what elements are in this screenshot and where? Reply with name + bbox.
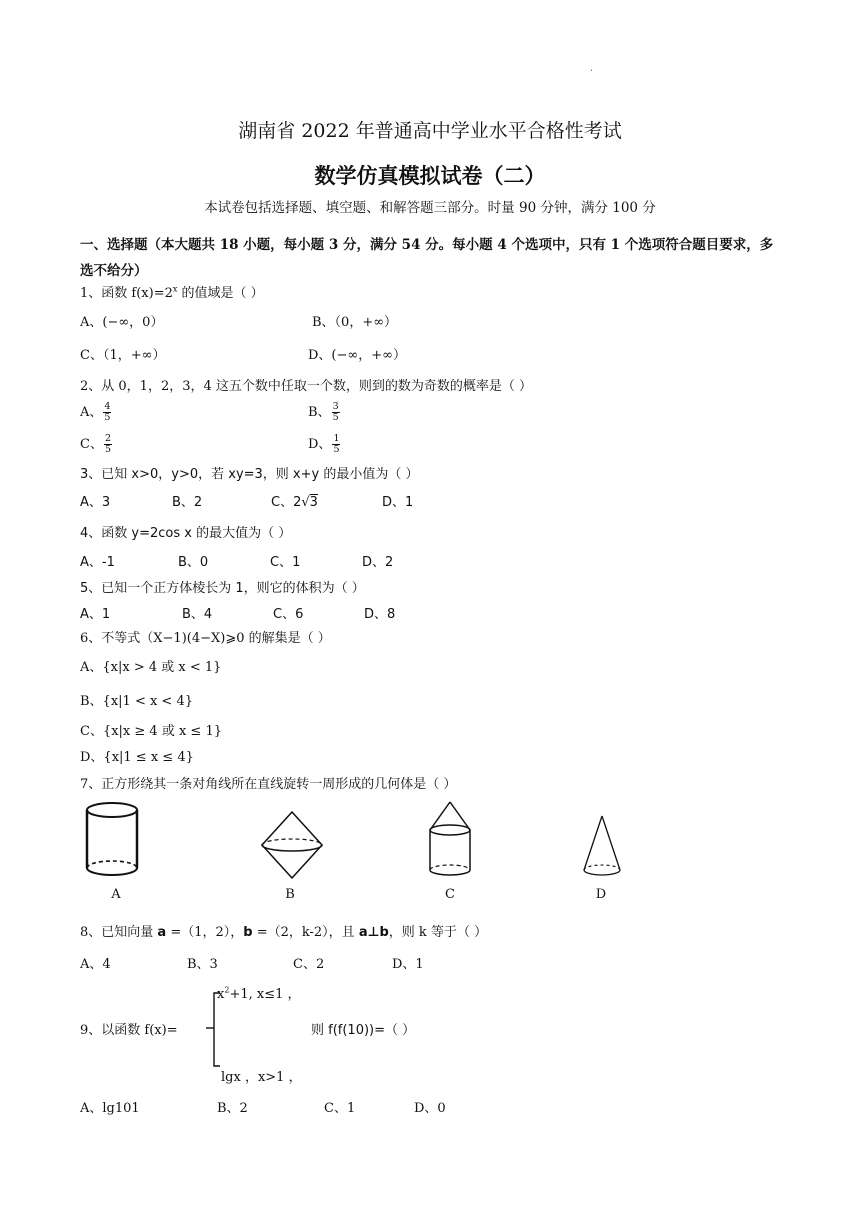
vector-perp: a⊥b xyxy=(358,925,389,940)
q2-option-d xyxy=(308,433,340,455)
cone-icon xyxy=(582,814,624,880)
q4-option-c: C、1 xyxy=(270,555,301,570)
q5-option-d: D、8 xyxy=(364,607,396,622)
q2-b-fraction xyxy=(332,402,340,423)
q8-option-c: C、2 xyxy=(293,957,325,972)
figure-label-d: D xyxy=(595,887,607,902)
numerator: 1 xyxy=(333,433,340,444)
vector-b: b xyxy=(243,925,253,940)
denominator: 5 xyxy=(104,412,111,423)
q2-d-fraction xyxy=(332,434,340,455)
question-5-stem: 5、已知一个正方体棱长为 1，则它的体积为（ ） xyxy=(80,581,365,596)
q1-exponent: x xyxy=(172,284,178,294)
q2-b-label: B、 xyxy=(308,405,331,420)
q9-case1-rest: +1, x≤1 ， xyxy=(229,987,301,1002)
q1-option-c: C、（1，+∞） xyxy=(80,348,166,363)
exam-subtitle: 数学仿真模拟试卷（二） xyxy=(314,163,546,188)
question-8-stem xyxy=(80,921,487,940)
q4-option-a: A、-1 xyxy=(80,555,115,570)
q8-part-2: =（1，2）， xyxy=(166,925,244,940)
exam-title: 湖南省 2022 年普通高中学业水平合格性考试 xyxy=(238,120,622,142)
q6-option-c: C、{x|x ≥ 4 或 x ≤ 1} xyxy=(80,724,222,739)
question-7-stem: 7、正方形绕其一条对角线所在直线旋转一周形成的几何体是（ ） xyxy=(80,777,457,792)
q9-case-1 xyxy=(217,983,301,1002)
q9-case1-exp: 2 xyxy=(224,985,230,995)
q1-stem-pre: 1、函数 f(x)=2 xyxy=(80,286,173,301)
denominator: 5 xyxy=(104,444,111,455)
q2-a-label: A、 xyxy=(80,405,103,420)
q5-option-b: B、4 xyxy=(182,607,213,622)
figure-label-c: C xyxy=(445,887,455,902)
q1-option-b: B、（0，+∞） xyxy=(312,315,398,330)
q3-c-prefix: C、2 xyxy=(271,495,302,510)
q1-option-a: A、(−∞，0） xyxy=(80,315,164,330)
numerator: 4 xyxy=(104,401,111,412)
question-3-stem: 3、已知 x>0，y>0，若 xy=3，则 x+y 的最小值为（ ） xyxy=(80,467,419,482)
q2-option-c xyxy=(80,433,112,455)
q3-option-a: A、3 xyxy=(80,495,111,510)
q9-case-2: lgx ，x>1 ， xyxy=(221,1070,302,1085)
q2-option-b xyxy=(308,401,340,423)
q2-c-fraction xyxy=(104,434,112,455)
figure-label-b: B xyxy=(285,887,295,902)
q9-case1-base: x xyxy=(217,987,225,1002)
cylinder-icon xyxy=(84,800,144,880)
denominator: 5 xyxy=(332,412,339,423)
question-9-stem: 9、以函数 f(x)= xyxy=(80,1023,178,1038)
q3-option-d: D、1 xyxy=(382,495,414,510)
q3-option-c: C、2√3 xyxy=(271,495,318,510)
numerator: 2 xyxy=(104,433,111,444)
double-cone-icon xyxy=(260,810,324,880)
q1-option-d: D、(−∞，+∞） xyxy=(308,348,406,363)
q9-option-b: B、2 xyxy=(217,1101,248,1116)
q3-c-radicand: 3 xyxy=(309,495,318,510)
question-2-stem: 2、从 0，1，2，3，4 这五个数中任取一个数，则到的数为奇数的概率是（ ） xyxy=(80,379,533,394)
q8-option-a: A、4 xyxy=(80,957,111,972)
q9-option-d: D、0 xyxy=(414,1101,446,1116)
cone-on-cylinder-icon xyxy=(426,800,478,880)
q5-option-a: A、1 xyxy=(80,607,111,622)
q6-option-d: D、{x|1 ≤ x ≤ 4} xyxy=(80,750,194,765)
q9-option-a: A、lg101 xyxy=(80,1101,140,1116)
q5-option-c: C、6 xyxy=(273,607,304,622)
q4-option-b: B、0 xyxy=(178,555,209,570)
piecewise-brace xyxy=(206,990,228,1070)
q3-option-b: B、2 xyxy=(172,495,203,510)
q8-option-d: D、1 xyxy=(392,957,424,972)
q2-d-label: D、 xyxy=(308,437,332,452)
numerator: 3 xyxy=(332,401,339,412)
q9-tail: 则 f(f(10))=（ ） xyxy=(311,1023,416,1038)
question-1-stem xyxy=(80,282,264,301)
q2-a-fraction xyxy=(103,402,111,423)
q8-part-3: =（2，k-2），且 xyxy=(252,925,359,940)
section-heading: 一、选择题（本大题共 18 小题，每小题 3 分，满分 54 分。每小题 4 个选项中，只有 1 个选项符合题目要求，多选不给分） xyxy=(80,237,774,279)
q6-option-a: A、{x|x > 4 或 x < 1} xyxy=(80,660,222,675)
q2-option-a xyxy=(80,401,111,423)
figure-label-a: A xyxy=(111,887,121,902)
q2-c-label: C、 xyxy=(80,437,103,452)
denominator: 5 xyxy=(333,444,340,455)
question-4-stem: 4、函数 y=2cos x 的最大值为（ ） xyxy=(80,526,292,541)
page-dot: · xyxy=(590,66,594,77)
exam-intro: 本试卷包括选择题、填空题、和解答题三部分。时量 90 分钟，满分 100 分 xyxy=(204,200,656,216)
q8-part-4: ，则 k 等于（ ） xyxy=(388,925,488,940)
q6-option-b: B、{x|1 < x < 4} xyxy=(80,694,193,709)
q8-part-1: 8、已知向量 xyxy=(80,925,158,940)
vector-a: a xyxy=(157,925,167,940)
question-6-stem: 6、不等式（X−1)(4−X)⩾0 的解集是（ ） xyxy=(80,631,331,646)
q8-option-b: B、3 xyxy=(187,957,218,972)
q4-option-d: D、2 xyxy=(362,555,394,570)
q1-stem-post: 的值域是（ ） xyxy=(177,286,264,301)
q9-option-c: C、1 xyxy=(324,1101,356,1116)
